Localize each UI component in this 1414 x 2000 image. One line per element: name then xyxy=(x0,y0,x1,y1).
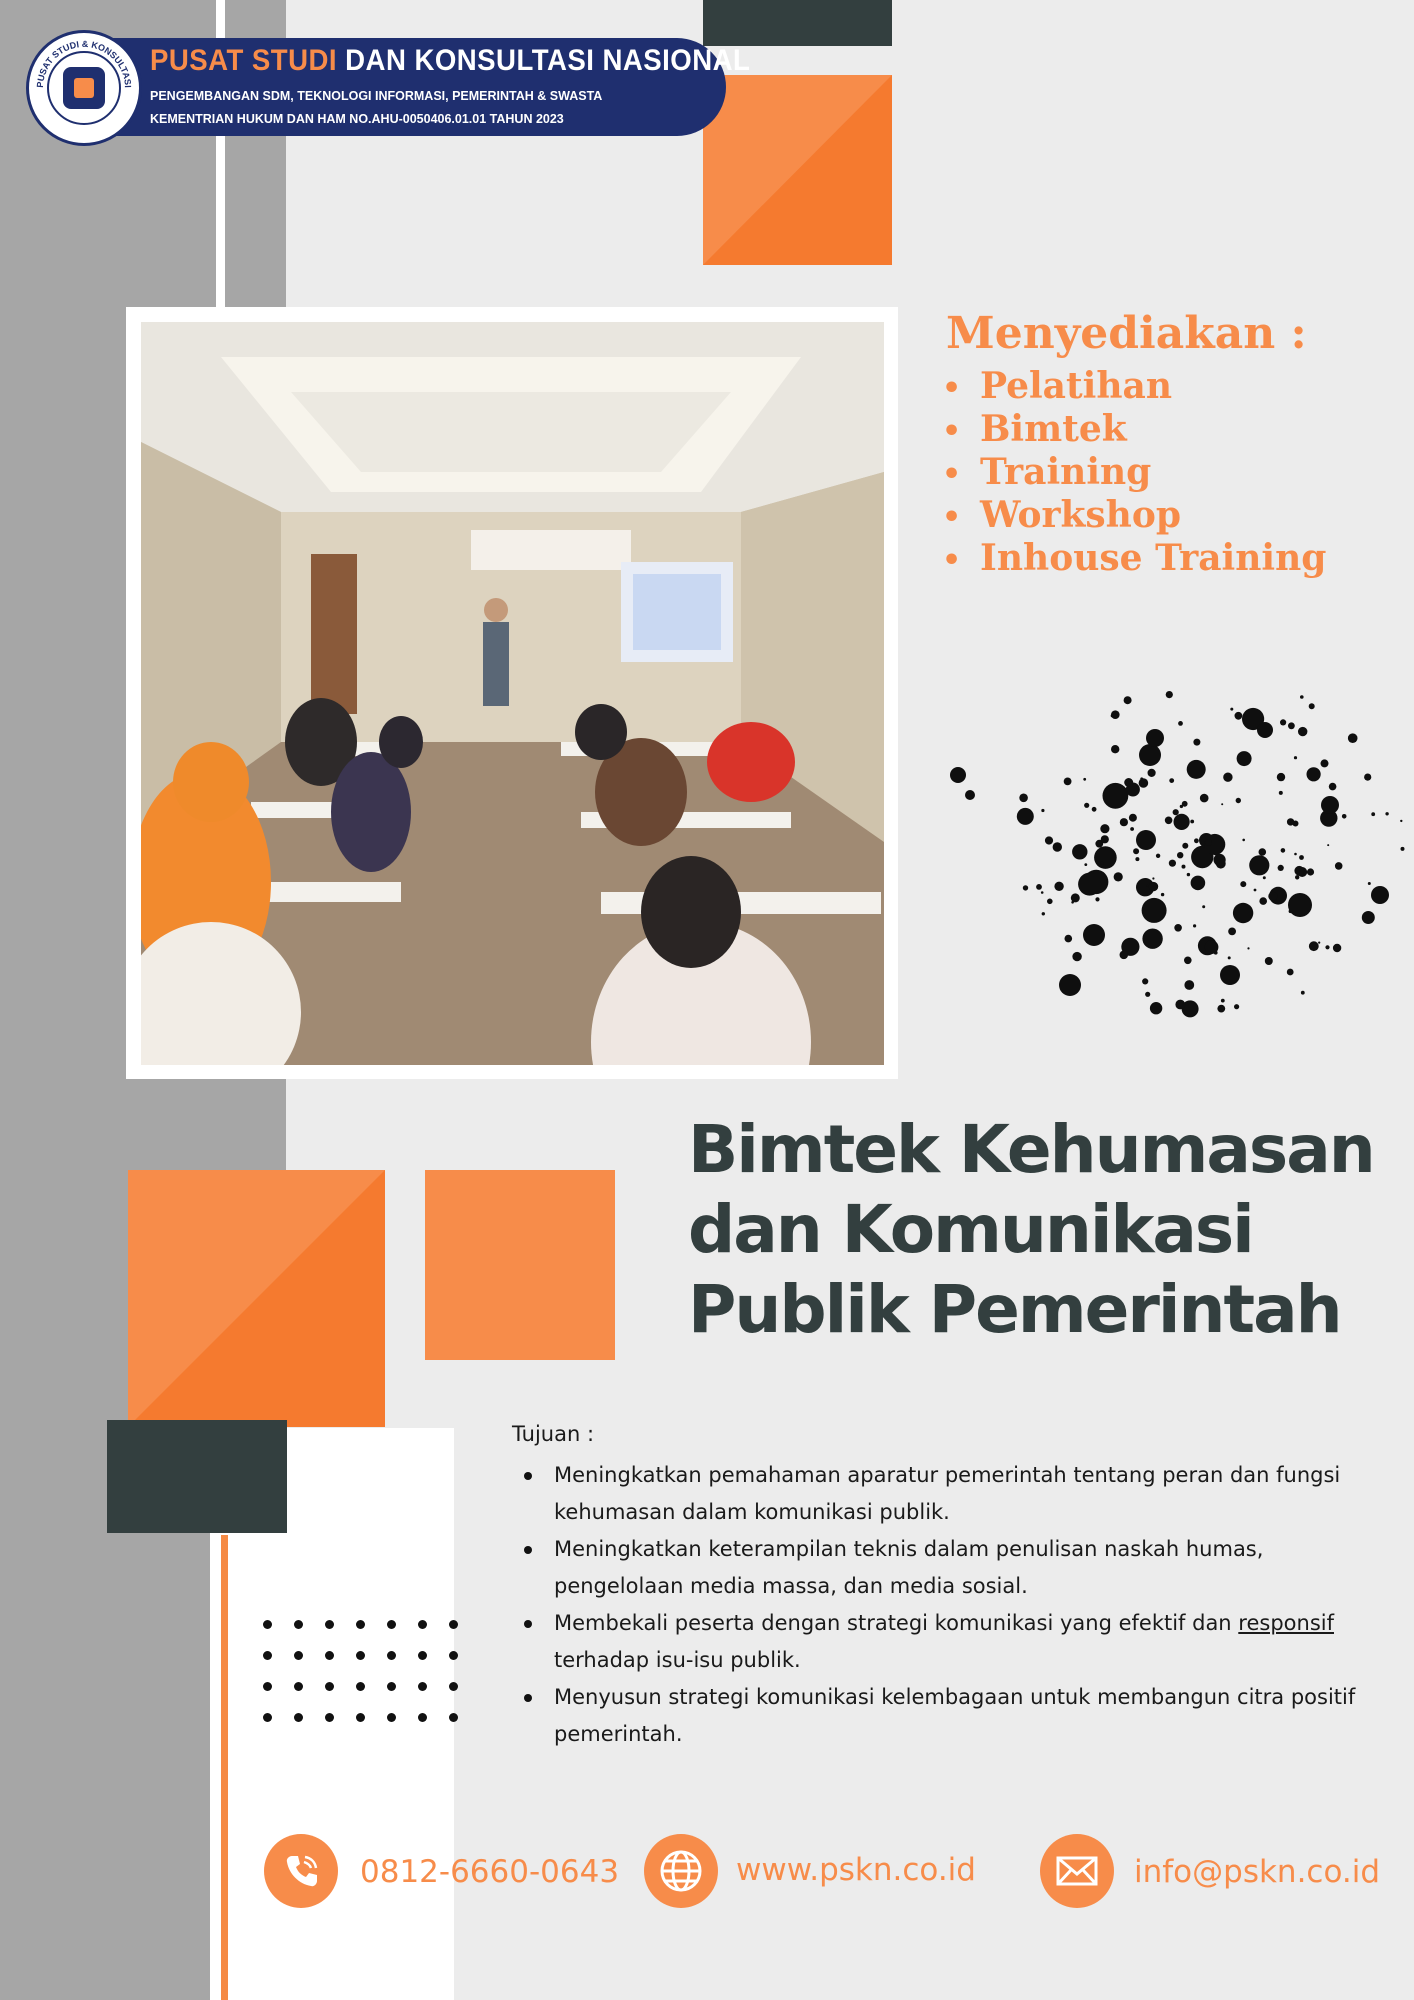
ink-drop xyxy=(1263,876,1266,879)
ink-drop xyxy=(1348,733,1358,743)
grid-dot xyxy=(387,1620,396,1629)
ink-drop xyxy=(1071,901,1074,904)
grid-dot xyxy=(356,1682,365,1691)
ink-drop xyxy=(1078,873,1101,896)
ink-drop xyxy=(1100,824,1109,833)
grid-dot xyxy=(418,1713,427,1722)
provides-list xyxy=(942,366,1326,581)
grid-dot xyxy=(387,1682,396,1691)
ink-drop xyxy=(1166,691,1173,698)
organization-seal-logo xyxy=(26,30,142,146)
top-dark-block xyxy=(703,0,892,46)
grid-dot xyxy=(294,1682,303,1691)
dot-grid-decoration xyxy=(263,1620,458,1732)
provides-item: • Training xyxy=(942,452,1326,495)
ink-drop xyxy=(1202,905,1205,908)
goal-item: Meningkatkan pemahaman aparatur pemerintah tentang peran dan fungsi kehumasan dalam komunikasi publik. xyxy=(520,1457,1390,1531)
ink-drop xyxy=(1174,924,1182,932)
grid-dot xyxy=(356,1651,365,1660)
ink-drop xyxy=(1254,889,1257,892)
provides-item: • Bimtek xyxy=(942,409,1326,452)
envelope-icon xyxy=(1040,1834,1114,1908)
ink-drop xyxy=(1223,773,1232,782)
grid-dot xyxy=(449,1651,458,1660)
ink-drop xyxy=(1100,862,1103,865)
grid-dot xyxy=(449,1682,458,1691)
top-orange-block xyxy=(703,75,892,265)
ink-drop xyxy=(1307,767,1321,781)
ink-drop xyxy=(1333,944,1341,952)
ink-drop xyxy=(1335,862,1343,870)
ink-drop xyxy=(1174,814,1190,830)
ink-drop xyxy=(965,790,975,800)
ink-drop xyxy=(1230,708,1233,711)
ink-drop xyxy=(1156,854,1160,858)
ink-drop xyxy=(1237,751,1252,766)
organization-name: PUSAT STUDI DAN KONSULTASI NASIONAL xyxy=(150,44,751,77)
ink-drop xyxy=(1307,868,1314,875)
training-class-photo xyxy=(141,322,884,1065)
grid-dot xyxy=(449,1620,458,1629)
ink-drop xyxy=(1148,769,1156,777)
ink-drop xyxy=(1146,885,1148,887)
ink-drop xyxy=(1368,882,1371,885)
ink-drop xyxy=(1120,818,1128,826)
ink-drop xyxy=(1299,855,1304,860)
event-title-line-1: Bimtek Kehumasan xyxy=(688,1111,1374,1188)
ink-drop xyxy=(1120,951,1129,960)
ink-drop xyxy=(1083,778,1086,781)
seal-emblem-icon xyxy=(63,67,105,109)
ink-drop xyxy=(1234,1004,1239,1009)
event-title-line-2: dan Komunikasi xyxy=(688,1191,1253,1268)
ink-drop xyxy=(1084,803,1089,808)
ink-drop xyxy=(1130,827,1134,831)
ink-drop xyxy=(1064,778,1072,786)
ink-drop xyxy=(1298,727,1307,736)
ink-drop xyxy=(1401,847,1405,851)
ink-drop xyxy=(1265,957,1273,965)
ink-drop xyxy=(1288,722,1295,729)
small-orange-square xyxy=(425,1170,615,1360)
ink-drop xyxy=(1095,897,1099,901)
ink-drop xyxy=(1142,978,1148,984)
ink-drop xyxy=(1294,866,1304,876)
ink-drop xyxy=(1133,848,1139,854)
ink-drop xyxy=(1400,820,1402,822)
ink-drop xyxy=(1287,818,1294,825)
ink-drop xyxy=(1146,729,1164,747)
ink-drop xyxy=(950,767,966,783)
ink-drop xyxy=(1023,885,1028,890)
ink-drop xyxy=(1083,924,1105,946)
ink-drop xyxy=(1139,744,1161,766)
ink-drop xyxy=(1072,952,1081,961)
ink-drop xyxy=(1371,886,1389,904)
ink-drop xyxy=(1150,1002,1162,1014)
globe-icon xyxy=(644,1834,718,1908)
ink-drop xyxy=(1184,980,1194,990)
ink-drop xyxy=(1149,882,1158,891)
grid-dot xyxy=(418,1620,427,1629)
ink-drop xyxy=(1178,721,1183,726)
ink-drop xyxy=(1249,855,1269,875)
ink-drop xyxy=(1385,812,1388,815)
ink-drop xyxy=(1236,798,1241,803)
ink-drop xyxy=(1221,803,1223,805)
ink-drop xyxy=(1103,783,1129,809)
ink-drop xyxy=(1187,760,1206,779)
ink-drop xyxy=(1114,872,1123,881)
ink-drop xyxy=(1182,865,1186,869)
organization-tagline: PENGEMBANGAN SDM, TEKNOLOGI INFORMASI, PEMERINTAH & SWASTA xyxy=(150,89,603,103)
ink-drop xyxy=(1065,935,1073,943)
underlined-word: responsif xyxy=(1238,1611,1334,1635)
ink-drop xyxy=(1278,865,1284,871)
ink-drop xyxy=(1288,893,1312,917)
ink-drop xyxy=(1072,844,1087,859)
ink-drop xyxy=(1135,857,1139,861)
ink-drop xyxy=(1071,893,1080,902)
goal-item: Meningkatkan keterampilan teknis dalam penulisan naskah humas, pengelolaan media massa, dan media sosial. xyxy=(520,1531,1390,1605)
ink-drop xyxy=(1318,942,1320,944)
ink-drop xyxy=(1321,796,1339,814)
ink-drop xyxy=(1129,814,1137,822)
ink-drop xyxy=(1193,924,1196,927)
grid-dot xyxy=(263,1620,272,1629)
ink-drop xyxy=(1309,703,1315,709)
email-link[interactable]: info@pskn.co.id xyxy=(1134,1854,1381,1890)
goal-item: Menyusun strategi komunikasi kelembagaan untuk membangun citra positif pemerintah. xyxy=(520,1679,1390,1753)
ink-drop xyxy=(1041,891,1044,894)
ink-drop xyxy=(1240,881,1246,887)
ink-drop xyxy=(1152,877,1154,879)
event-title xyxy=(688,1110,1374,1350)
ink-drop xyxy=(1191,876,1206,891)
ink-drop xyxy=(1294,756,1297,759)
grid-dot xyxy=(418,1651,427,1660)
ink-drop xyxy=(1242,839,1245,842)
goal-item: Membekali peserta dengan strategi komunikasi yang efektif dan responsif terhadap isu-isu publik. xyxy=(520,1605,1390,1679)
grid-dot xyxy=(418,1682,427,1691)
ink-drop xyxy=(1301,991,1305,995)
grid-dot xyxy=(294,1620,303,1629)
ink-drop xyxy=(1295,875,1299,879)
ink-drop xyxy=(1142,898,1167,923)
ink-drop xyxy=(1092,807,1097,812)
ink-drop xyxy=(1321,759,1329,767)
event-title-line-3: Publik Pemerintah xyxy=(688,1271,1341,1348)
ink-drop xyxy=(1169,778,1174,783)
ink-drop xyxy=(1228,928,1236,936)
grid-dot xyxy=(325,1682,334,1691)
ink-drop xyxy=(1042,912,1045,915)
grid-dot xyxy=(387,1651,396,1660)
phone-icon xyxy=(264,1834,338,1908)
ink-drop xyxy=(1233,903,1253,923)
ink-drop xyxy=(1268,892,1277,901)
provides-heading: Menyediakan : xyxy=(946,308,1307,359)
ink-drop xyxy=(1329,783,1337,791)
ink-drop xyxy=(1217,1005,1225,1013)
grid-dot xyxy=(263,1682,272,1691)
ink-drop xyxy=(1279,791,1283,795)
ink-drop xyxy=(1136,830,1156,850)
grid-dot xyxy=(294,1713,303,1722)
ink-drop xyxy=(1364,774,1371,781)
goals-label: Tujuan : xyxy=(512,1422,595,1446)
ink-drop xyxy=(1177,852,1183,858)
ink-drop xyxy=(1281,848,1286,853)
ink-drop xyxy=(1362,911,1375,924)
ink-drop xyxy=(1190,820,1194,824)
svg-text:PUSAT STUDI & KONSULTASI: PUSAT STUDI & KONSULTASI xyxy=(34,38,134,89)
grid-dot xyxy=(294,1651,303,1660)
ink-drop xyxy=(1084,863,1087,866)
ink-drop xyxy=(1111,714,1114,717)
ink-drop xyxy=(1277,773,1285,781)
ink-drop xyxy=(1041,809,1044,812)
grid-dot xyxy=(263,1651,272,1660)
ink-drop xyxy=(1300,695,1304,699)
ink-drop xyxy=(1017,808,1034,825)
ink-drop xyxy=(1182,843,1188,849)
ink-drop xyxy=(1221,999,1225,1003)
ink-drop xyxy=(1124,778,1133,787)
ink-splatter-decoration xyxy=(940,595,1414,1085)
ink-drop xyxy=(1165,817,1173,825)
ink-drop xyxy=(1059,974,1081,996)
ink-drop xyxy=(1124,696,1132,704)
ink-drop xyxy=(1047,899,1053,905)
ink-drop xyxy=(1145,992,1150,997)
ink-drop xyxy=(1193,739,1200,746)
ink-drop xyxy=(1194,838,1199,843)
ink-drop xyxy=(1187,873,1190,876)
ink-drop xyxy=(1169,860,1176,867)
ink-drop xyxy=(1235,712,1243,720)
ink-drop xyxy=(1140,777,1143,780)
ink-drop xyxy=(1287,969,1294,976)
ink-drop xyxy=(1259,897,1267,905)
ink-drop xyxy=(1054,882,1063,891)
grid-dot xyxy=(387,1713,396,1722)
ink-drop xyxy=(1175,1000,1185,1010)
ink-drop xyxy=(1220,965,1240,985)
ink-drop xyxy=(1259,848,1267,856)
ink-drop xyxy=(1045,836,1053,844)
ink-drop xyxy=(1180,805,1183,808)
ink-drop xyxy=(1325,945,1329,949)
ink-drop xyxy=(1094,846,1117,869)
ink-drop xyxy=(1200,794,1209,803)
ink-drop xyxy=(1019,794,1028,803)
ink-drop xyxy=(1053,842,1062,851)
grid-dot xyxy=(325,1620,334,1629)
ink-drop xyxy=(1161,893,1164,896)
ink-drop xyxy=(1309,941,1319,951)
grid-dot xyxy=(325,1713,334,1722)
dark-square xyxy=(107,1420,287,1533)
provides-item: • Inhouse Training xyxy=(942,538,1326,581)
ink-drop xyxy=(1327,844,1329,846)
ink-drop xyxy=(1111,745,1119,753)
goals-list xyxy=(520,1457,1390,1753)
ink-drop xyxy=(1280,719,1286,725)
ink-drop xyxy=(1247,947,1249,949)
ink-drop xyxy=(1228,956,1231,959)
ink-drop xyxy=(1139,778,1149,788)
ink-drop xyxy=(1142,929,1162,949)
ink-drop xyxy=(1371,812,1375,816)
organization-legal-registration: KEMENTRIAN HUKUM DAN HAM NO.AHU-0050406.01.01 TAHUN 2023 xyxy=(150,112,564,126)
grid-dot xyxy=(356,1713,365,1722)
ink-drop xyxy=(1184,957,1192,965)
ink-drop xyxy=(1257,722,1273,738)
grid-dot xyxy=(325,1651,334,1660)
provides-item: • Workshop xyxy=(942,495,1326,538)
ink-drop xyxy=(1205,839,1212,846)
phone-number[interactable]: 0812-6660-0643 xyxy=(360,1854,620,1890)
large-orange-square xyxy=(128,1170,385,1427)
ink-drop xyxy=(1214,854,1226,866)
ink-drop xyxy=(1036,884,1042,890)
ink-drop xyxy=(1173,809,1179,815)
provides-item: • Pelatihan xyxy=(942,366,1326,409)
ink-drop xyxy=(1101,835,1109,843)
website-link[interactable]: www.pskn.co.id xyxy=(736,1852,976,1888)
ink-drop xyxy=(1294,853,1297,856)
ink-drop xyxy=(1342,814,1347,819)
grid-dot xyxy=(263,1713,272,1722)
orange-vertical-line xyxy=(221,1535,228,2000)
ink-drop xyxy=(1205,940,1219,954)
grid-dot xyxy=(356,1620,365,1629)
grid-dot xyxy=(449,1713,458,1722)
